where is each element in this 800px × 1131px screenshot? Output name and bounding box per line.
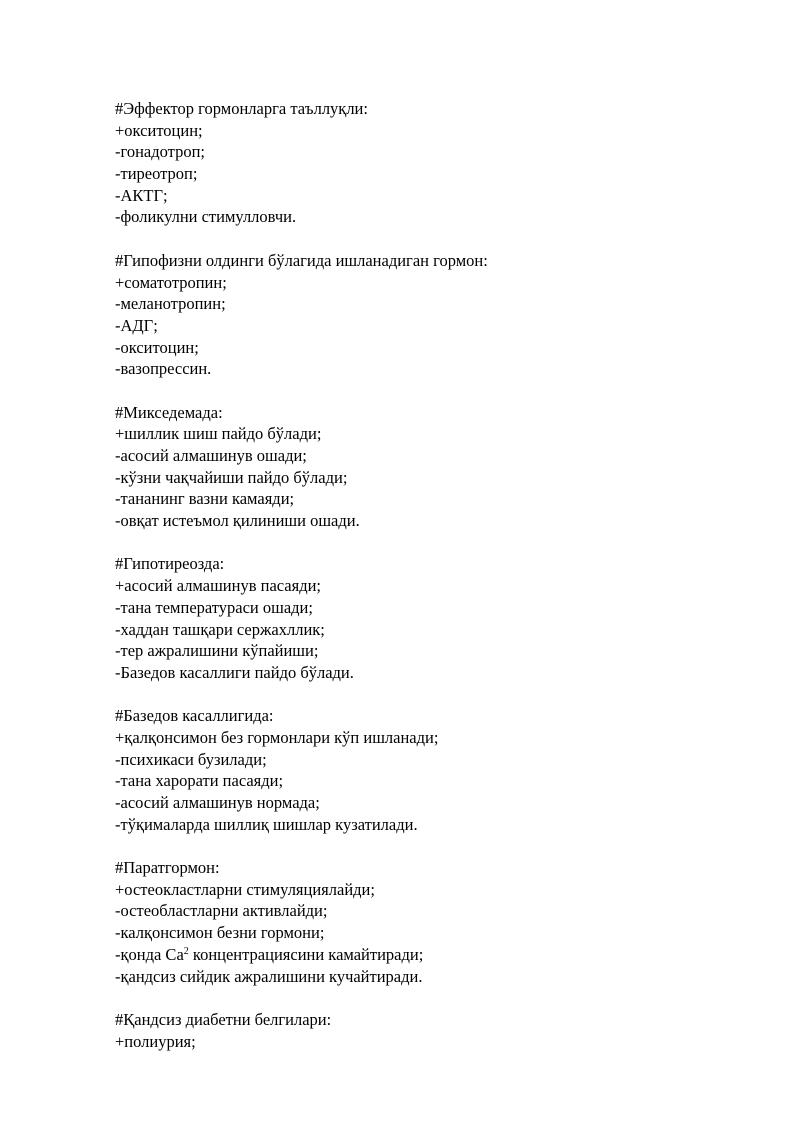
question-heading: #Гипотиреозда:: [115, 554, 225, 574]
answer-option: -тиреотроп;: [115, 164, 198, 184]
answer-option: -вазопрессин.: [115, 359, 212, 379]
question-heading: #Эффектор гормонларга таъллуқли:: [115, 99, 368, 118]
answer-option-with-formula: [115, 944, 760, 966]
answer-option: -калқонсимон безни гормони;: [115, 923, 325, 943]
question-heading: #Гипофизни олдинги бўлагида ишланадиган гормон:: [115, 250, 488, 270]
answer-option: -окситоцин;: [115, 337, 199, 357]
answer-option: -АКТГ;: [115, 185, 168, 205]
question-heading: #Микседемада:: [115, 402, 223, 422]
answer-option: -тана температураси ошади;: [115, 597, 313, 617]
question-heading: #Паратгормон:: [115, 858, 220, 878]
answer-option: -меланотропин;: [115, 294, 226, 314]
answer-option: -гонадотроп;: [115, 142, 206, 162]
answer-option: -АДГ;: [115, 315, 158, 335]
superscript: 2: [183, 945, 189, 957]
answer-option: +асосий алмашинув пасаяди;: [115, 576, 322, 596]
answer-option: -фоликулни стимулловчи.: [115, 207, 297, 227]
answer-option: +шиллик шиш пайдо бўлади;: [115, 424, 322, 444]
question-block-3: [115, 402, 760, 532]
answer-option: -тўқималарда шиллиқ шишлар кузатилади.: [115, 814, 418, 834]
answer-option: +остеокластларни стимуляциялайди;: [115, 879, 375, 899]
answer-text: -қонда Ca: [115, 944, 184, 964]
answer-option: -тана харорати пасаяди;: [115, 771, 284, 791]
answer-option: -хаддан ташқари сержахллик;: [115, 619, 325, 639]
answer-option: +окситоцин;: [115, 120, 203, 140]
question-block-7: [115, 1009, 760, 1052]
question-block-2: [115, 250, 760, 380]
answer-option: -Базедов касаллиги пайдо бўлади.: [115, 662, 354, 682]
question-heading: #Қандсиз диабетни белгилари:: [115, 1009, 332, 1029]
question-heading: #Базедов касаллигида:: [115, 706, 274, 726]
question-block-5: [115, 705, 760, 835]
answer-text: концентрациясини камайтиради;: [188, 944, 424, 964]
answer-option: +қалқонсимон без гормонлари кўп ишланади;: [115, 727, 439, 747]
question-block-4: [115, 553, 760, 683]
answer-option: -асосий алмашинув нормада;: [115, 793, 320, 812]
answer-option: -психикаси бузилади;: [115, 749, 267, 769]
answer-option: +соматотропин;: [115, 272, 227, 292]
question-block-1: [115, 98, 760, 228]
question-block-6: [115, 857, 760, 987]
answer-option: -остеобластларни активлайди;: [115, 901, 328, 921]
answer-option: -тананинг вазни камаяди;: [115, 489, 295, 509]
answer-option: -тер ажралишини кўпайиши;: [115, 641, 319, 661]
answer-option: -овқат истеъмол қилиниши ошади.: [115, 511, 360, 531]
answer-option: +полиурия;: [115, 1031, 196, 1051]
answer-option: -кўзни чақчайиши пайдо бўлади;: [115, 467, 348, 487]
answer-option: -қандсиз сийдик ажралишини кучайтиради.: [115, 966, 423, 986]
answer-option: -асосий алмашинув ошади;: [115, 446, 307, 465]
